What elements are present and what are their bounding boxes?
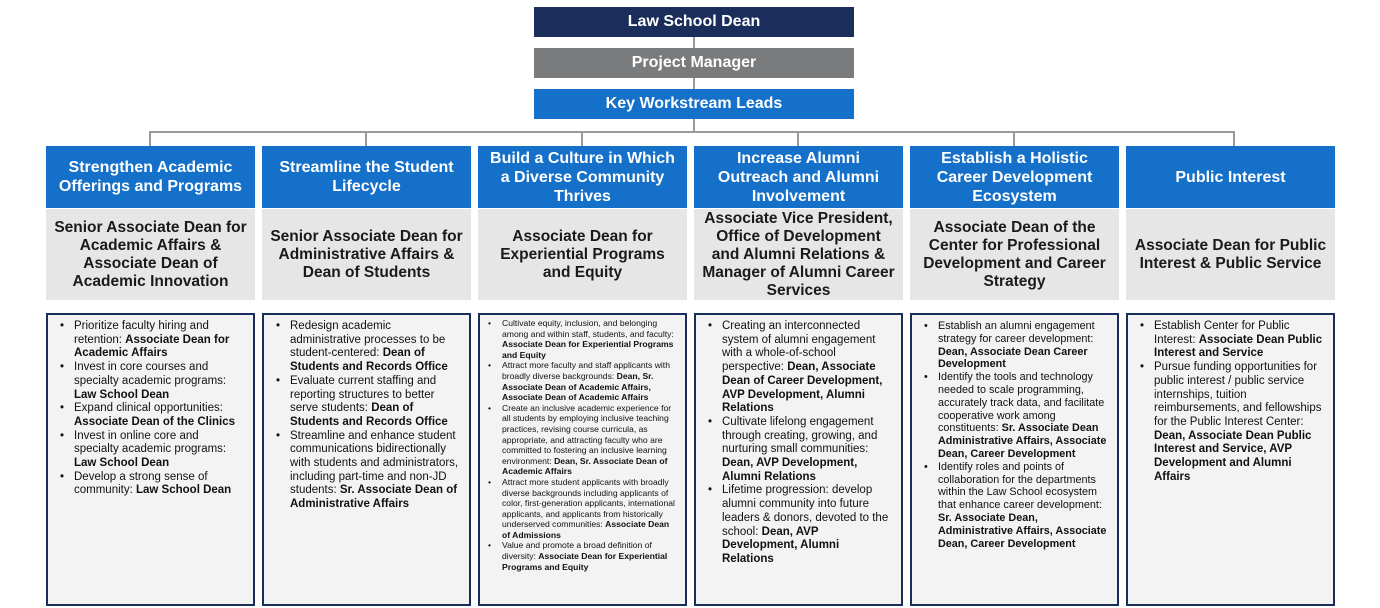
action-item: • Identify roles and points of collaboration for the departments within the Law School ecosystem that enhance career development: Sr. Associate Dean, Administrative Affairs, Associate Dean, Career Development (924, 460, 1107, 550)
connector-drop (149, 131, 151, 146)
workstream-title: Build a Culture in Which a Diverse Community Thrives (478, 146, 687, 208)
action-item: • Streamline and enhance student communications bidirectionally with students and administrators, including part-time and non-JD students: Sr. Associate Dean of Administrative Affairs (276, 429, 459, 511)
workstream-title: Increase Alumni Outreach and Alumni Involvement (694, 146, 903, 208)
workstream-owner: Senior Associate Dean for Academic Affairs & Associate Dean of Academic Innovation (46, 209, 255, 300)
connector-drop (365, 131, 367, 146)
action-item: • Redesign academic administrative processes to be student-centered: Dean of Students and Records Office (276, 320, 448, 374)
workstream-actions (478, 313, 687, 606)
workstream-actions (694, 313, 903, 606)
action-item: • Creating an interconnected system of alumni engagement with a whole-of-school perspective: Dean, Associate Dean of Career Development, AVP Development, Alumni Relations (708, 320, 883, 415)
workstream-column-academic (46, 146, 255, 606)
action-item: • Evaluate current staffing and reporting structures to better serve students: Dean of Students and Records Office (276, 374, 448, 428)
workstream-actions (1126, 313, 1335, 606)
workstream-owner: Associate Dean of the Center for Professional Development and Career Strategy (910, 209, 1119, 300)
workstream-owner: Senior Associate Dean for Administrative Affairs & Dean of Students (262, 209, 471, 300)
action-item: • Attract more faculty and staff applicants with broadly diverse backgrounds: Dean, Sr. Associate Dean of Academic Affairs, Associate Dean of Academic Affairs (488, 360, 670, 403)
workstream-column-student-lifecycle (262, 146, 471, 606)
action-item: • Pursue funding opportunities for public interest / public service internships, tuition reimbursements, and fellowships for the Public Interest Center: Dean, Associate Dean Public Interest and Service, AVP Development and Alumni Affairs (1140, 361, 1322, 483)
action-item: • Cultivate equity, inclusion, and belonging among and within staff, students, and faculty: Associate Dean for Experiential Programs and Equity (488, 318, 674, 360)
action-item: • Invest in core courses and specialty academic programs: Law School Dean (60, 361, 227, 401)
action-item: • Value and promote a broad definition of diversity: Associate Dean for Experiential Programs and Equity (488, 540, 668, 572)
action-item: • Establish an alumni engagement strategy for career development: Dean, Associate Dean Career Development (924, 320, 1095, 371)
action-item: • Prioritize faculty hiring and retention: Associate Dean for Academic Affairs (60, 320, 230, 360)
law-school-dean-box: Law School Dean (534, 7, 854, 37)
workstream-column-diversity (478, 146, 687, 606)
action-item: • Expand clinical opportunities: Associate Dean of the Clinics (60, 402, 236, 428)
connector-drop (797, 131, 799, 146)
connector-drop (1013, 131, 1015, 146)
action-item: • Attract more student applicants with broadly diverse backgrounds including applicants of color, first-generation applicants, international applicants, and applicants from historically underserved communities: Associate Dean of Admissions (488, 476, 675, 540)
workstream-title: Public Interest (1126, 146, 1335, 208)
workstream-actions (46, 313, 255, 606)
workstream-owner: Associate Vice President, Office of Development and Alumni Relations & Manager of Alumni Career Services (694, 209, 903, 300)
key-workstream-leads-box: Key Workstream Leads (534, 89, 854, 119)
workstream-owner: Associate Dean for Public Interest & Public Service (1126, 209, 1335, 300)
workstream-title: Establish a Holistic Career Development Ecosystem (910, 146, 1119, 208)
workstream-column-public-interest (1126, 146, 1335, 606)
connector-line (693, 78, 695, 89)
workstream-title: Streamline the Student Lifecycle (262, 146, 471, 208)
action-item: • Identify the tools and technology needed to scale programming, accurately track data, and facilitate cooperative work among constituents: Sr. Associate Dean Administrative Affairs, Associate Dean, Career Development (924, 371, 1107, 460)
action-item: • Establish Center for Public Interest: Associate Dean Public Interest and Service (1140, 320, 1323, 360)
action-item: • Cultivate lifelong engagement through creating, growing, and nurturing small communities: Dean, AVP Development, Alumni Relations (708, 415, 878, 483)
workstream-title: Strengthen Academic Offerings and Programs (46, 146, 255, 208)
action-item: • Lifetime progression: develop alumni community into future leaders & donors, devoted to the school: Dean, AVP Development, Alumni Relations (708, 484, 889, 565)
connector-horizontal (149, 131, 1235, 133)
workstream-column-career (910, 146, 1119, 606)
connector-drop (1233, 131, 1235, 146)
connector-drop (581, 131, 583, 146)
action-item: • Invest in online core and specialty academic programs: Law School Dean (60, 429, 227, 470)
workstream-actions (262, 313, 471, 606)
connector-line (693, 37, 695, 48)
action-item: • Create an inclusive academic experience for all students by employing inclusive teaching practices, revising course curricula, as appropriate, and attracting faculty who are committed to fostering an inclusive learning environment: Dean, Sr. Associate Dean of Academic Affairs (488, 402, 672, 477)
action-item: • Develop a strong sense of community: Law School Dean (60, 470, 232, 497)
project-manager-box: Project Manager (534, 48, 854, 78)
workstream-column-alumni (694, 146, 903, 606)
workstream-actions (910, 313, 1119, 606)
workstream-owner: Associate Dean for Experiential Programs and Equity (478, 209, 687, 300)
